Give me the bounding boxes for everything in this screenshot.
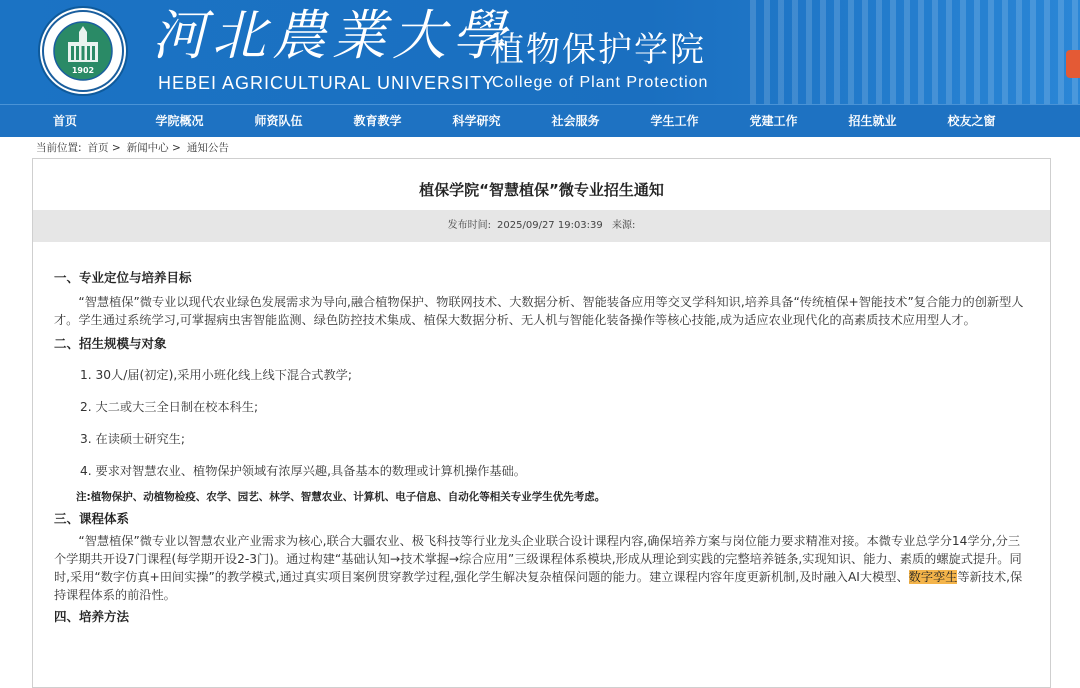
side-float-tab[interactable] [1066,50,1080,78]
nav-about[interactable]: 学院概况 [155,114,204,128]
list-item: 2. 大二或大三全日制在校本科生; [80,400,259,414]
section-heading: 四、培养方法 [54,609,130,624]
nav-students[interactable]: 学生工作 [650,114,699,128]
breadcrumb-news[interactable]: 新闻中心 > [126,142,181,154]
breadcrumb-notices[interactable]: 通知公告 [186,142,229,154]
nav-home[interactable]: 首页 [52,114,77,128]
nav-alumni[interactable]: 校友之窗 [947,114,996,128]
section-paragraph: “智慧植保”微专业以现代农业绿色发展需求为导向,融合植物保护、物联网技术、大数据分析、智能装备应用等交叉学科知识,培养具备“传统植保+智能技术”复合能力的创新型人才。学生通过系统学习,可掌握病虫害智能监测、绿色防控技术集成、植保大数据分析、无人机与智能化装备操作等核心技能,成为适应农业现代化的高素质技术应用型人才。 [54,295,1024,327]
publish-time: 2025/09/27 19:03:39 [497,220,603,231]
breadcrumb-prefix: 当前位置: [36,142,82,154]
article-panel [32,158,1051,688]
main-nav [0,104,1080,137]
source-label: 来源: [611,220,636,231]
list-item: 3. 在读硕士研究生; [80,432,185,446]
list-item: 4. 要求对智慧农业、植物保护领域有浓厚兴趣,具备基本的数理或计算机操作基础。 [80,464,526,478]
paragraph-text: “智慧植保”微专业以智慧农业产业需求为核心,联合大疆农业、极飞科技等行业龙头企业联合设计课程内容,确保培养方案与岗位能力要求精准对接。本微专业总学分14学分,分三个学期共开设7门课程(每学期开设2-3门)。通过构建“基础认知→技术掌握→综合应用”三级课程体系模块,形成从理论到实践的完整培养链条,实现知识、能力、素质的螺旋式提升。同时,采用“数字仿真+田间实操”的教学模式,通过真实项目案例贯穿教学过程,强化学生解决复杂植保问题的能力。建立课程内容年度更新机制,及时融入AI大模型、 [54,534,1022,584]
section-heading: 二、招生规模与对象 [54,336,167,351]
nav-education[interactable]: 教育教学 [353,114,402,128]
university-name-en: HEBEI AGRICULTURAL UNIVERSITY [158,73,496,93]
list-item: 1. 30人/届(初定),采用小班化线上线下混合式教学; [80,368,352,382]
paragraph-text: 等新技术,保持课程体系的前沿性。 [54,570,1023,602]
nav-admission[interactable]: 招生就业 [848,114,897,128]
nav-party[interactable]: 党建工作 [749,114,798,128]
section-heading: 三、课程体系 [54,511,130,526]
nav-faculty[interactable]: 师资队伍 [254,114,303,128]
section-heading: 一、专业定位与培养目标 [54,270,192,285]
breadcrumb [36,140,229,155]
article-body [54,267,1029,626]
nav-service[interactable]: 社会服务 [551,114,600,128]
site-header [0,0,1080,104]
college-name-cn: 植物保护学院 [490,30,706,70]
section-paragraph [54,532,1029,604]
breadcrumb-home[interactable]: 首页 > [87,142,121,154]
university-name-cn: 河北農業大學 [152,4,512,67]
article-title: 植保学院“智慧植保”微专业招生通知 [419,181,664,199]
note-text: 注:植物保护、动植物检疫、农学、园艺、林学、智慧农业、计算机、电子信息、自动化等相关专业学生优先考虑。 [76,491,606,503]
article-meta [33,210,1050,242]
nav-research[interactable]: 科学研究 [452,114,501,128]
seal-year: 1902 [71,66,95,75]
university-seal-logo[interactable] [38,6,128,96]
highlighted-term: 数字孪生 [908,570,958,584]
header-decoration [750,0,1080,104]
college-name-en: College of Plant Protection [492,74,709,91]
publish-label: 发布时间: [447,220,492,231]
